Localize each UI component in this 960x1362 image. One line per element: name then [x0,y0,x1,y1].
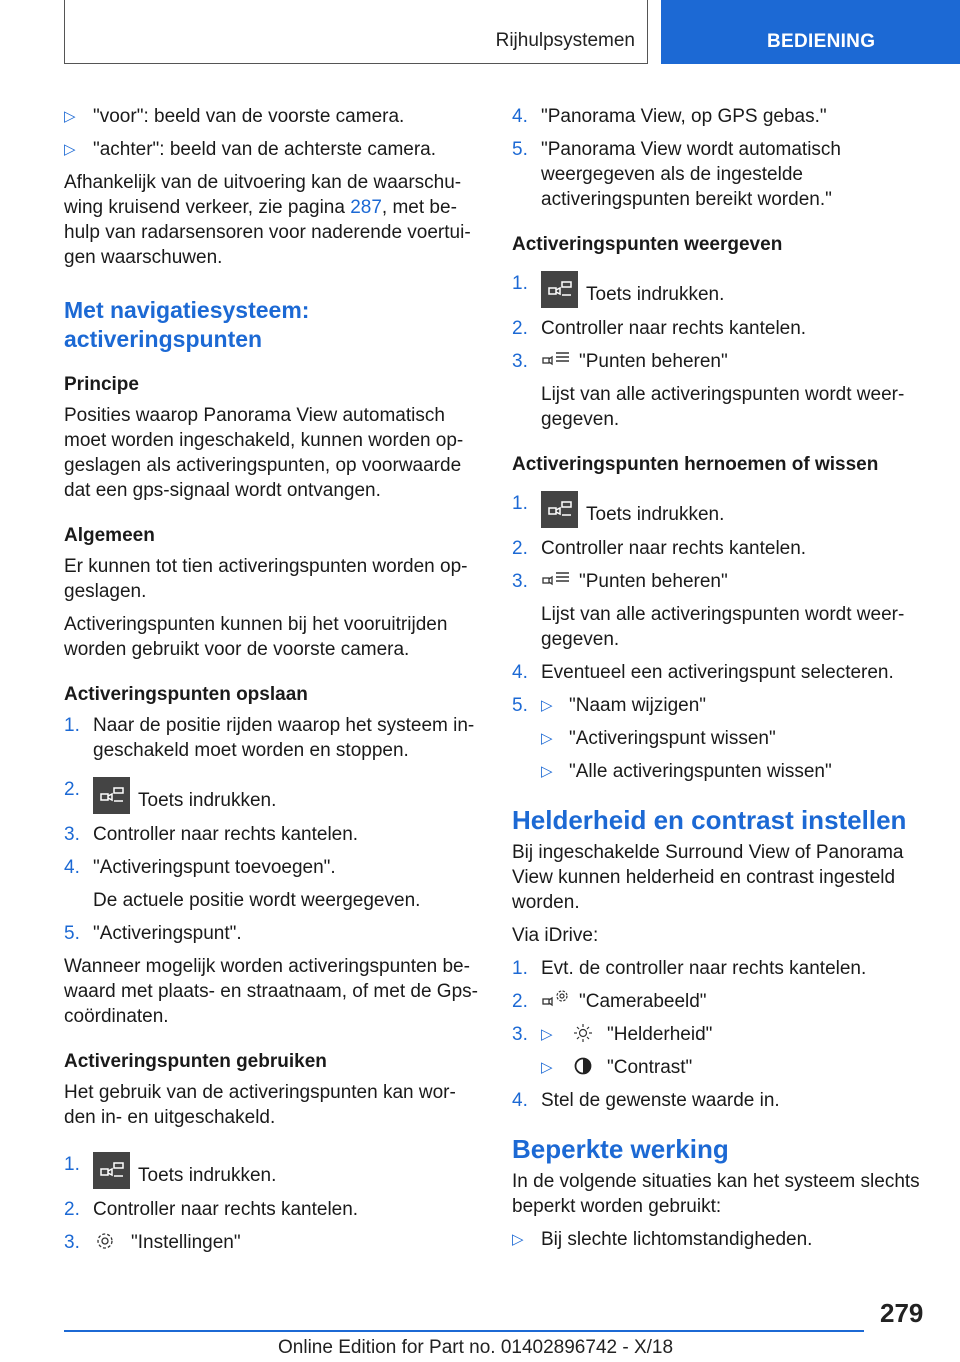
subheading: Algemeen [64,525,155,546]
bullet-icon: ▷ [541,1059,553,1076]
paragraph: Er kunnen tot tien activeringspunten worden op-geslagen. [64,556,468,602]
step-item: 1. Toets indrukken. [64,1152,478,1189]
section-heading: Helderheid en contrast instellen [512,805,907,835]
paragraph: Wanneer mogelijk worden activeringspunten be-waard met plaats- en straatnaam, of met de Gps-coördinaten. [64,956,478,1027]
gear-icon [93,1230,123,1252]
step-item: 4. "Panorama View, op GPS gebas." [512,106,827,127]
step-item: 2. Controller naar rechts kantelen. [512,318,807,339]
list-item: ▷ "Alle activeringspunten wissen" [541,761,832,782]
paragraph: Het gebruik van de activeringspunten kan wor-den in- en uitgeschakeld. [64,1082,456,1128]
bullet-icon: ▷ [64,108,76,125]
bullet-icon: ▷ [541,697,553,714]
camera-settings-icon [541,989,571,1011]
subheading: Activeringspunten gebruiken [64,1051,327,1072]
header-chapter-title: BEDIENING [767,31,876,52]
bullet-icon: ▷ [541,730,553,747]
section-heading: Met navigatiesysteem: activeringspunten [64,297,310,352]
step-item: 1. Toets indrukken. [512,271,926,308]
list-item: ▷ "Naam wijzigen" [541,695,707,716]
paragraph: Afhankelijk van de uitvoering kan de waarschu-wing kruisend verkeer, zie pagina 287, met be-hulp van radarsensoren voor naderende voertui-gen waarschuwen. [64,172,471,268]
step-item: 5. "Activeringspunt". [64,923,242,944]
paragraph: Posities waarop Panorama View automatisch moet worden ingeschakeld, kunnen worden op-geslagen als activeringspunten, op voorwaarde dat een gps-signaal wordt ontvangen. [64,405,464,501]
contrast-icon [569,1055,599,1077]
list-item: ▷ "Helderheid" [541,1024,713,1045]
step-item: 1. Naar de positie rijden waarop het systeem in-geschakeld moet worden en stoppen. [64,715,475,761]
header-section-box [64,0,648,64]
step-item: 3. ▷ "Helderheid" ▷ "Contrast" [512,1022,926,1080]
left-column [64,104,478,1263]
step-item: 4. Stel de gewenste waarde in. [512,1090,780,1111]
bullet-icon: ▷ [512,1231,524,1248]
subheading: Activeringspunten weergeven [512,234,783,255]
bullet-icon: ▷ [541,1026,553,1043]
bullet-icon: ▷ [64,141,76,158]
step-item: 3. "Instellingen" [64,1232,241,1253]
camera-button-icon [541,271,578,308]
list-item: ▷ "Activeringspunt wissen" [541,728,776,749]
camera-button-icon [93,777,130,814]
list-item: ▷ "achter": beeld van de achterste camera. [64,139,437,160]
brightness-icon [569,1022,599,1044]
subheading: Activeringspunten hernoemen of wissen [512,454,879,475]
step-item: 3. "Punten beheren" Lijst van alle activeringspunten wordt weer-gegeven. [512,571,905,650]
step-item: 1. Toets indrukken. [512,491,926,528]
step-item: 2. Controller naar rechts kantelen. [64,1199,359,1220]
subheading: Activeringspunten opslaan [64,684,308,705]
subheading: Principe [64,374,139,395]
list-item: ▷ "Contrast" [541,1057,693,1078]
paragraph: In de volgende situaties kan het systeem slechts beperkt worden gebruikt: [512,1171,920,1217]
step-item: 3. Controller naar rechts kantelen. [64,824,359,845]
paragraph: Via iDrive: [512,925,599,946]
list-item: ▷ "voor": beeld van de voorste camera. [64,106,405,127]
paragraph: Bij ingeschakelde Surround View of Panorama View kunnen helderheid en contrast ingesteld worden. [512,842,904,913]
step-item: 4. Eventueel een activeringspunt selecteren. [512,662,894,683]
section-heading: Beperkte werking [512,1134,729,1164]
camera-button-icon [93,1152,130,1189]
footer-divider [64,1330,864,1332]
page-link[interactable]: 287 [350,197,382,218]
step-item: 2. "Camerabeeld" [512,991,707,1012]
camera-list-icon [541,569,571,591]
camera-list-icon [541,349,571,371]
list-item: ▷ Bij slechte lichtomstandigheden. [512,1229,813,1250]
step-item: 1. Evt. de controller naar rechts kantelen. [512,958,867,979]
right-column [512,104,926,1260]
page-number: 279 [880,1298,924,1328]
step-item: 4. "Activeringspunt toevoegen". De actuele positie wordt weergegeven. [64,857,421,911]
step-item: 2. Controller naar rechts kantelen. [512,538,807,559]
step-item: 5. ▷ "Naam wijzigen" ▷ "Activeringspunt wissen" ▷ "Alle activeringspunten wissen" [512,693,926,784]
bullet-icon: ▷ [541,763,553,780]
step-item: 3. "Punten beheren" Lijst van alle activeringspunten wordt weer-gegeven. [512,351,905,430]
camera-button-icon [541,491,578,528]
header-section-title: Rijhulpsystemen [495,30,635,51]
step-item: 5. "Panorama View wordt automatisch weergegeven als de ingestelde activeringspunten bereikt worden." [512,139,841,210]
step-item: 2. Toets indrukken. [64,777,478,814]
paragraph: Activeringspunten kunnen bij het vooruitrijden worden gebruikt voor de voorste camera. [64,614,448,660]
header-chapter-tab [661,0,960,64]
footer-edition: Online Edition for Part no. 01402896742 - X/18 [278,1337,674,1358]
